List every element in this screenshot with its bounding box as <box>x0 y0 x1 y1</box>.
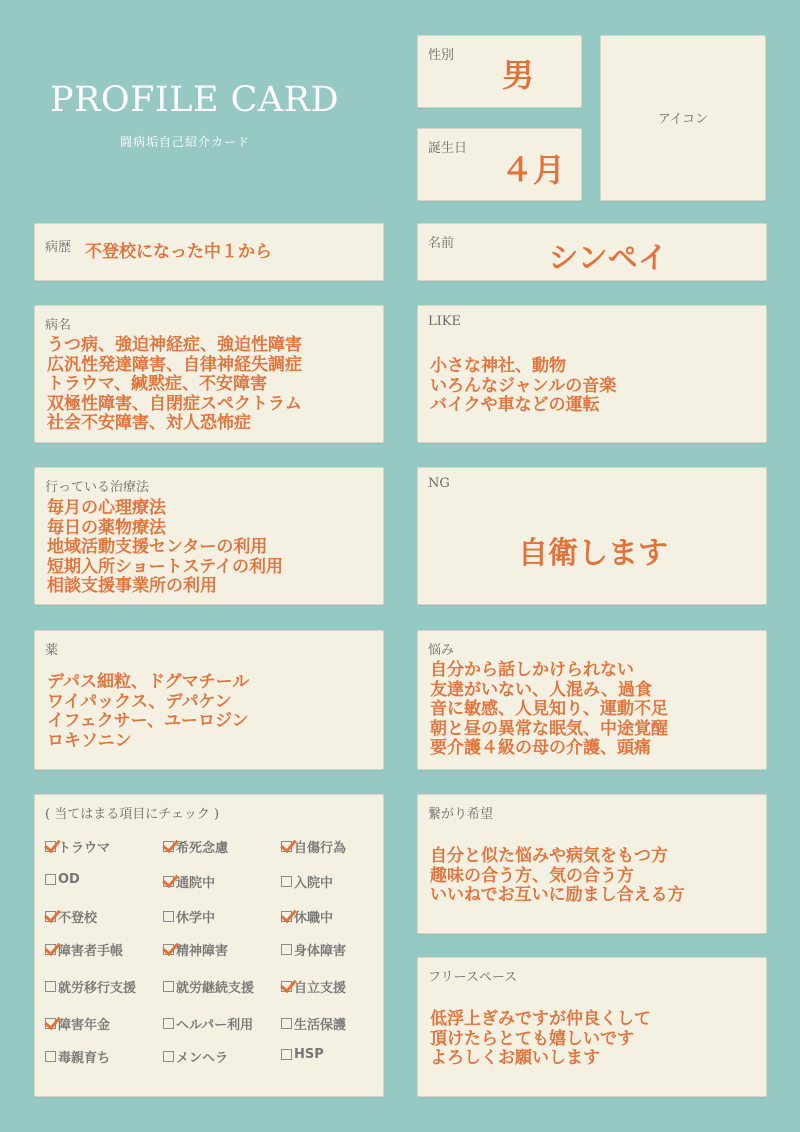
checklist-item-label: OD <box>58 872 80 887</box>
connection-line: いいねでお互いに励まし合える方 <box>430 885 685 905</box>
name-label: 名前 <box>428 236 455 251</box>
checkbox-icon[interactable] <box>163 1018 174 1029</box>
icon-card[interactable] <box>600 35 766 201</box>
checkbox-icon[interactable] <box>45 874 56 885</box>
checklist-item-label: 自傷行為 <box>294 841 347 856</box>
treatment-line: 毎月の心理療法 <box>47 498 166 518</box>
checkbox-icon[interactable] <box>163 911 174 922</box>
treatment-label: 行っている治療法 <box>45 480 150 495</box>
checklist-item-label: 休職中 <box>294 911 334 926</box>
checklist-item-label: 生活保護 <box>294 1018 347 1033</box>
birthday-card <box>417 128 582 201</box>
checklist-item[interactable] <box>281 1014 346 1033</box>
free-space-line: 低浮上ぎみですが仲良くして <box>430 1009 651 1029</box>
checkbox-icon[interactable] <box>281 1018 292 1029</box>
checklist-item-label: HSP <box>294 1047 324 1062</box>
checked-checkbox-icon[interactable] <box>163 944 174 955</box>
checklist-item[interactable] <box>281 977 346 996</box>
checklist-item-label: トラウマ <box>58 841 111 856</box>
connection-line: 自分と似た悩みや病気をもつ方 <box>430 846 668 866</box>
like-label: LIKE <box>428 314 461 329</box>
worries-line: 友達がいない、人混み、過食 <box>430 679 653 700</box>
treatment-line: 地域活動支援センターの利用 <box>47 537 268 557</box>
connection-list <box>430 847 685 906</box>
history-label: 病歴 <box>45 240 72 255</box>
ng-card <box>417 467 767 605</box>
checklist-item-label: 障害年金 <box>58 1018 111 1033</box>
checkbox-icon[interactable] <box>163 981 174 992</box>
treatment-line: 短期入所ショートステイの利用 <box>47 556 283 577</box>
diseases-line: 広汎性発達障害、自律神経失調症 <box>47 354 302 375</box>
gender-card <box>417 35 582 108</box>
checklist-item-label: 就労移行支援 <box>58 981 137 996</box>
checklist-item[interactable] <box>163 837 228 856</box>
worries-card <box>417 630 767 770</box>
worries-line: 要介護４級の母の介護、頭痛 <box>430 738 651 758</box>
like-line: バイクや車などの運転 <box>430 395 600 415</box>
free-space-list <box>430 1010 651 1069</box>
checklist-item[interactable] <box>163 872 215 891</box>
birthday-label: 誕生日 <box>428 141 468 156</box>
checklist-item[interactable] <box>45 907 97 926</box>
checklist-item-label: 身体障害 <box>294 944 347 959</box>
checklist-item-label: 休学中 <box>176 911 216 926</box>
checklist-item[interactable] <box>281 940 346 959</box>
checklist-item-label: 精神障害 <box>176 944 229 959</box>
history-value: 不登校になった中１から <box>85 242 272 262</box>
checklist-card <box>34 794 384 1097</box>
medicine-card <box>34 630 384 770</box>
checklist-item[interactable] <box>45 940 123 959</box>
diseases-line: 社会不安障害、対人恐怖症 <box>47 413 251 433</box>
checkbox-icon[interactable] <box>281 1049 292 1060</box>
connection-card <box>417 794 767 934</box>
ng-label: NG <box>428 476 450 491</box>
gender-value: 男 <box>501 56 534 94</box>
checkbox-icon[interactable] <box>163 1051 174 1062</box>
history-card <box>34 223 384 281</box>
checklist-item-label: 毒親育ち <box>58 1051 111 1066</box>
checklist-item[interactable] <box>281 1047 324 1062</box>
medicine-line: ロキソニン <box>47 730 132 751</box>
checkbox-icon[interactable] <box>281 876 292 887</box>
birthday-value: ４月 <box>500 151 565 189</box>
diseases-label: 病名 <box>45 318 72 333</box>
like-card <box>417 305 767 443</box>
medicine-line: ワイパックス、デパケン <box>47 691 232 712</box>
connection-line: 趣味の合う方、気の合う方 <box>430 865 634 886</box>
medicine-line: デパス細粒、ドグマチール <box>47 672 250 692</box>
medicine-label: 薬 <box>45 643 59 658</box>
icon-placeholder-label: アイコン <box>657 112 709 127</box>
checklist-item[interactable] <box>281 907 333 926</box>
diseases-line: トラウマ、緘黙症、不安障害 <box>47 374 267 394</box>
checklist-item-label: ヘルパー利用 <box>176 1018 254 1033</box>
medicine-list <box>47 673 249 751</box>
diseases-card <box>34 305 384 443</box>
worries-line: 自分から話しかけられない <box>430 660 634 680</box>
connection-label: 繋がり希望 <box>428 807 494 822</box>
checked-checkbox-icon[interactable] <box>281 981 292 992</box>
checklist-item-label: 障害者手帳 <box>58 944 124 959</box>
treatment-card <box>34 467 384 605</box>
name-card <box>417 223 767 281</box>
checkbox-icon[interactable] <box>45 1051 56 1062</box>
checked-checkbox-icon[interactable] <box>45 944 56 955</box>
checklist-item[interactable] <box>281 837 346 856</box>
checklist-item[interactable] <box>281 872 333 891</box>
worries-label: 悩み <box>428 643 455 658</box>
checklist-item[interactable] <box>45 872 80 887</box>
ng-value: 自衛します <box>518 536 668 571</box>
checklist-item[interactable] <box>163 1014 253 1033</box>
checklist-label: ( 当てはまる項目にチェック ) <box>45 807 220 822</box>
page-subtitle: 闘病垢自己紹介カード <box>120 135 251 149</box>
diseases-line: 双極性障害、自閉症スペクトラム <box>47 393 302 414</box>
checkbox-icon[interactable] <box>45 981 56 992</box>
medicine-line: イフェクサー、ユーロジン <box>47 711 249 731</box>
checklist-item-label: 通院中 <box>176 876 216 891</box>
treatment-line: 毎日の薬物療法 <box>47 517 166 538</box>
checklist-item[interactable] <box>45 977 136 996</box>
treatment-line: 相談支援事業所の利用 <box>47 576 217 596</box>
diseases-line: うつ病、強迫神経症、強迫性障害 <box>47 335 302 355</box>
checklist-item[interactable] <box>45 1014 110 1033</box>
name-value: シンペイ <box>548 241 668 276</box>
worries-line: 音に敏感、人見知り、運動不足 <box>430 699 668 719</box>
checked-checkbox-icon[interactable] <box>45 1018 56 1029</box>
checked-checkbox-icon[interactable] <box>281 841 292 852</box>
checked-checkbox-icon[interactable] <box>45 911 56 922</box>
free-space-line: 頂けたらとても嬉しいです <box>430 1028 634 1049</box>
checkbox-icon[interactable] <box>281 944 292 955</box>
like-list <box>430 357 616 416</box>
checklist-item-label: 就労継続支援 <box>176 981 255 996</box>
free-space-card <box>417 957 767 1097</box>
checklist-item[interactable] <box>163 977 254 996</box>
checked-checkbox-icon[interactable] <box>163 876 174 887</box>
checklist-item-label: 不登校 <box>58 911 98 926</box>
checklist-item[interactable] <box>45 1047 110 1066</box>
worries-list <box>430 661 668 759</box>
diseases-list <box>47 336 302 434</box>
checked-checkbox-icon[interactable] <box>163 841 174 852</box>
checklist-item-label: 希死念慮 <box>176 841 229 856</box>
checklist-item[interactable] <box>163 1047 228 1066</box>
checklist-item-label: メンヘラ <box>176 1051 229 1066</box>
checklist-item[interactable] <box>45 837 110 856</box>
checked-checkbox-icon[interactable] <box>45 841 56 852</box>
page-title: PROFILE CARD <box>50 80 340 120</box>
checklist-item[interactable] <box>163 907 215 926</box>
like-line: 小さな神社、動物 <box>430 356 566 376</box>
treatment-list <box>47 499 283 597</box>
checklist-item-label: 自立支援 <box>294 981 347 996</box>
like-line: いろんなジャンルの音楽 <box>430 375 617 396</box>
gender-label: 性別 <box>428 48 455 63</box>
worries-line: 朝と昼の異常な眠気、中途覚醒 <box>430 718 668 739</box>
checked-checkbox-icon[interactable] <box>281 911 292 922</box>
checklist-item[interactable] <box>163 940 228 959</box>
checklist-item-label: 入院中 <box>294 876 334 891</box>
free-space-label: フリースペース <box>428 970 518 985</box>
free-space-line: よろしくお願いします <box>430 1048 600 1068</box>
